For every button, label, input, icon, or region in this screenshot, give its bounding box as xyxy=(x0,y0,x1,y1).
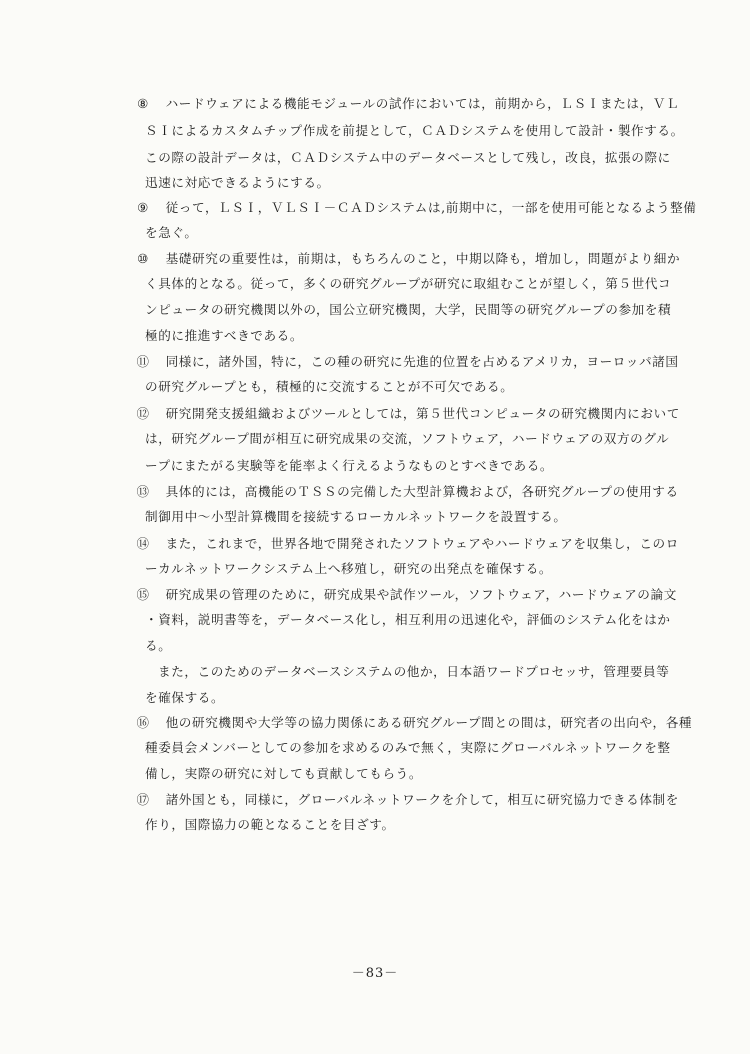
item-15-line-5 xyxy=(145,690,224,706)
item-13-number: ⑬ xyxy=(136,484,150,499)
item-16-line-1 xyxy=(134,714,692,732)
item-8-line-1 xyxy=(134,95,679,113)
item-15-line-2 xyxy=(145,612,671,628)
item-9-line-2 xyxy=(145,225,198,241)
item-11-text-2: の研究グループとも，積極的に交流することが不可欠である。 xyxy=(145,379,514,394)
item-11-line-2 xyxy=(145,379,513,395)
item-16-line-3 xyxy=(145,766,422,782)
item-10-text-4: 極的に推進すべきである。 xyxy=(145,328,304,343)
item-12-line-2 xyxy=(145,431,669,447)
item-17-number: ⑰ xyxy=(136,792,150,807)
item-10-line-3 xyxy=(145,302,671,318)
item-15-line-1 xyxy=(134,586,677,604)
item-10-text-1: 基礎研究の重要性は，前期は，もちろんのこと，中期以降も，増加し，問題がより細か xyxy=(165,250,681,266)
item-12-text-2: は，研究グループ間が相互に研究成果の交流，ソフトウェア，ハードウェアの双方のグル xyxy=(145,431,670,446)
item-10-number: ⑩ xyxy=(137,251,149,266)
item-12-number: ⑫ xyxy=(136,406,150,421)
item-9-text-2: を急ぐ。 xyxy=(145,225,198,240)
item-15-number: ⑮ xyxy=(136,587,150,602)
item-15-text-3: る。 xyxy=(145,638,172,653)
item-12-line-3 xyxy=(145,458,553,474)
item-14-text-2: ーカルネットワークシステム上へ移殖し，研究の出発点を確保する。 xyxy=(145,561,553,576)
item-8-text-1: ハードウェアによる機能モジュールの試作においては，前期から，ＬＳＩまたは，ＶＬ xyxy=(165,95,680,111)
item-11-line-1 xyxy=(134,353,679,371)
item-15-text-1: 研究成果の管理のために，研究成果や試作ツール，ソフトウェア，ハードウェアの論文 xyxy=(165,586,677,602)
item-14-line-2 xyxy=(145,561,552,577)
item-8-line-4 xyxy=(145,175,330,191)
item-16-line-2 xyxy=(145,740,671,756)
page-number: －83－ xyxy=(351,966,399,981)
item-15-text-5: を確保する。 xyxy=(145,690,225,705)
item-10-line-4 xyxy=(145,328,303,344)
item-13-text-1: 具体的には，高機能のＴＳＳの完備した大型計算機および，各研究グループの使用する xyxy=(165,483,679,499)
item-8-line-3 xyxy=(145,150,671,166)
item-14-line-1 xyxy=(134,535,679,553)
item-9-number: ⑨ xyxy=(137,200,149,215)
item-15-line-3 xyxy=(145,638,171,654)
item-16-number: ⑯ xyxy=(136,715,150,730)
item-12-text-3: ープにまたがる実験等を能率よく行えるようなものとすべきである。 xyxy=(145,458,554,473)
item-8-text-2: ＳＩによるカスタムチップ作成を前提として，ＣＡＤシステムを使用して設計・製作する。 xyxy=(145,123,684,138)
item-10-line-1 xyxy=(134,250,680,268)
item-14-number: ⑭ xyxy=(136,536,150,551)
item-8-line-2 xyxy=(145,123,684,139)
item-16-text-3: 備し，実際の研究に対しても貢献してもらう。 xyxy=(145,766,423,781)
item-12-line-1 xyxy=(134,405,680,423)
item-8-number: ⑧ xyxy=(137,96,149,111)
item-13-line-1 xyxy=(134,483,679,501)
item-14-text-1: また，これまで，世界各地で開発されたソフトウェアやハードウェアを収集し，このロ xyxy=(165,535,679,551)
item-17-line-2 xyxy=(145,817,395,833)
item-17-line-1 xyxy=(134,791,679,809)
item-10-line-2 xyxy=(145,276,671,292)
item-10-text-3: ンピュータの研究機関以外の，国公立研究機関，大学，民間等の研究グループの参加を積 xyxy=(145,302,672,317)
item-11-number: ⑪ xyxy=(136,354,150,369)
item-10-text-2: く具体的となる。従って，多くの研究グループが研究に取組むことが望しく，第５世代コ xyxy=(145,276,672,291)
item-15-text-4: また，このためのデータベースシステムの他か，日本語ワードプロセッサ，管理要員等 xyxy=(158,664,670,679)
item-17-text-1: 諸外国とも，同様に，グローバルネットワークを介して，相互に研究協力できる体制を xyxy=(165,791,679,807)
item-9-text-1: 従って，ＬＳＩ，ＶＬＳＩ－ＣＡＤシステムは,前期中に，一部を使用可能となるよう整備 xyxy=(165,199,697,215)
item-13-text-2: 制御用中～小型計算機間を接続するローカルネットワークを設置する。 xyxy=(145,509,567,524)
item-11-text-1: 同様に，諸外国，特に，この種の研究に先進的位置を占めるアメリカ，ヨーロッパ諸国 xyxy=(165,353,679,369)
item-8-text-4: 迅速に対応できるようにする。 xyxy=(145,175,330,190)
item-17-text-2: 作り，国際協力の範となることを目ざす。 xyxy=(145,817,395,832)
item-12-text-1: 研究開発支援組織およびツールとしては，第５世代コンピュータの研究機関内において xyxy=(165,405,680,421)
item-13-line-2 xyxy=(145,509,567,525)
item-8-text-3: この際の設計データは，ＣＡＤシステム中のデータベースとして残し，改良，拡張の際に xyxy=(145,150,671,165)
item-9-line-1 xyxy=(134,199,696,217)
item-16-text-2: 種委員会メンバーとしての参加を求めるのみで無く，実際にグローバルネットワークを整 xyxy=(145,740,671,755)
item-15-line-4 xyxy=(158,664,669,680)
item-16-text-1: 他の研究機関や大学等の協力関係にある研究グループ間との間は，研究者の出向や，各種 xyxy=(165,714,693,730)
item-15-text-2: ・資料，説明書等を，データベース化し，相互利用の迅速化や，評価のシステム化をはか xyxy=(145,612,671,627)
